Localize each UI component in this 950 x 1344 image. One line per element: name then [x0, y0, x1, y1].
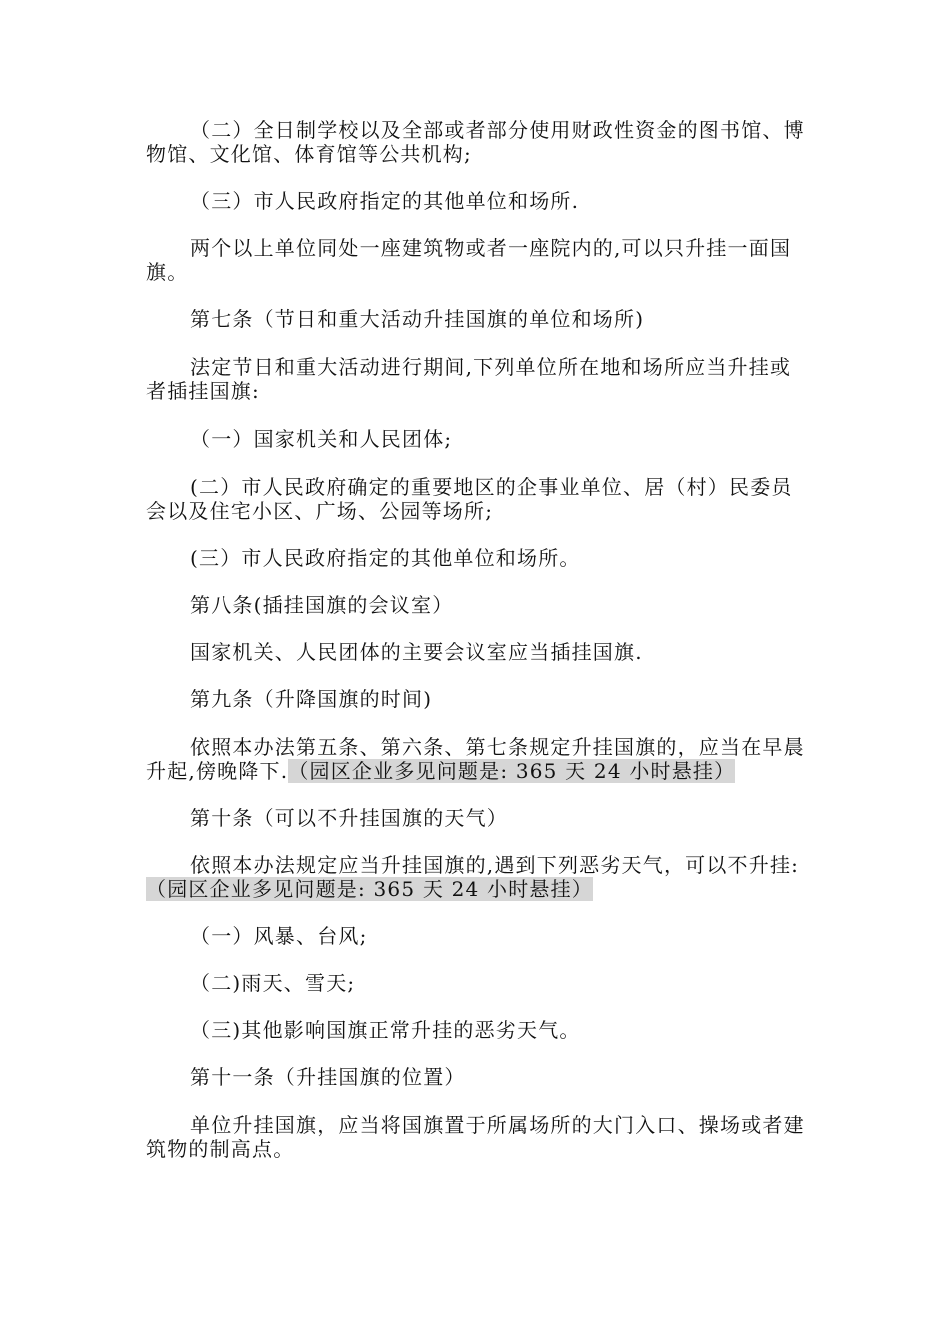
article-7-item-1 — [146, 427, 806, 451]
article-9-heading — [146, 687, 806, 711]
paragraph-two-units — [146, 236, 806, 284]
article-8-heading — [146, 593, 806, 617]
article-10-item-3 — [146, 1018, 806, 1042]
paragraph-text: 法定节日和重大活动进行期间,下列单位所在地和场所应当升挂或者插挂国旗: — [146, 355, 792, 403]
paragraph-text: 单位升挂国旗，应当将国旗置于所属场所的大门入口、操场或者建筑物的制高点。 — [146, 1113, 805, 1161]
article-7-item-3 — [146, 546, 806, 570]
paragraph-text: 依照本办法第五条、第六条、第七条规定升挂国旗的，应当在早晨升起,傍晚降下. — [146, 735, 805, 783]
article-10-item-2 — [146, 971, 806, 995]
paragraph-item-2 — [146, 118, 806, 166]
paragraph-text: 第十一条（升挂国旗的位置） — [190, 1065, 466, 1089]
paragraph-text: (二）市人民政府确定的重要地区的企事业单位、居（村）民委员会以及住宅小区、广场、公园等场所; — [146, 475, 793, 523]
article-7-heading — [146, 307, 806, 331]
article-9-body — [146, 735, 806, 783]
paragraph-text: （一）国家机关和人民团体; — [190, 427, 453, 451]
article-11-heading — [146, 1065, 806, 1089]
paragraph-text: 第十条（可以不升挂国旗的天气） — [190, 806, 508, 830]
paragraph-text: 国家机关、人民团体的主要会议室应当插挂国旗. — [190, 640, 643, 664]
paragraph-text: （二)雨天、雪天; — [190, 971, 356, 995]
paragraph-text: (三）市人民政府指定的其他单位和场所。 — [190, 546, 581, 570]
paragraph-text: （一）风暴、台风; — [190, 924, 368, 948]
paragraph-text: 第九条（升降国旗的时间) — [190, 687, 433, 711]
paragraph-text: 两个以上单位同处一座建筑物或者一座院内的,可以只升挂一面国旗。 — [146, 236, 792, 284]
paragraph-text: 第七条（节日和重大活动升挂国旗的单位和场所) — [190, 307, 645, 331]
paragraph-text: 依照本办法规定应当升挂国旗的,遇到下列恶劣天气，可以不升挂: — [190, 853, 800, 877]
paragraph-text: （二）全日制学校以及全部或者部分使用财政性资金的图书馆、博物馆、文化馆、体育馆等公共机构; — [146, 118, 805, 166]
article-10-body — [146, 853, 806, 901]
paragraph-text: （三）市人民政府指定的其他单位和场所. — [190, 189, 580, 213]
highlighted-note: （园区企业多见问题是: 365 天 24 小时悬挂） — [288, 759, 736, 783]
article-10-item-1 — [146, 924, 806, 948]
paragraph-item-3 — [146, 189, 806, 213]
article-11-body — [146, 1113, 806, 1161]
highlighted-note: （园区企业多见问题是: 365 天 24 小时悬挂） — [146, 877, 593, 901]
paragraph-text: （三)其他影响国旗正常升挂的恶劣天气。 — [190, 1018, 581, 1042]
paragraph-text: 第八条(插挂国旗的会议室） — [190, 593, 454, 617]
article-7-body — [146, 355, 806, 403]
article-10-heading — [146, 806, 806, 830]
article-8-body — [146, 640, 806, 664]
article-7-item-2 — [146, 475, 806, 523]
